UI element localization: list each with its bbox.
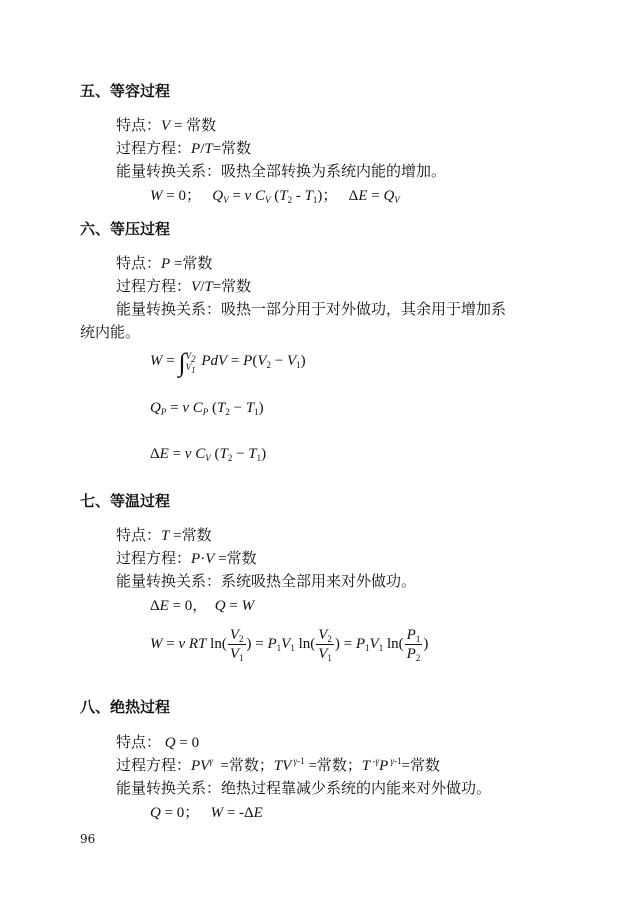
feature-label: 特点： (116, 254, 162, 272)
energy-text-line2: 统内能。 (80, 323, 141, 341)
feature-value: 常数 (182, 254, 213, 272)
process-label: 过程方程： (116, 549, 192, 567)
energy-text: 吸热全部转换为系统内能的增加。 (221, 162, 447, 180)
section-heading-isothermal: 七、等温过程 (80, 492, 171, 510)
feature-line-isobaric (116, 252, 212, 273)
formula-energy-isobaric: ΔE = ν $C_V$ $(T_2 - T_1)$ (150, 446, 267, 463)
formula-isothermal-work: W = ν RT ln( $\frac{V_2}{V_1}$ ) = $P_1V_1$ ln( $\frac{V_2}{V_1}$ ) = $P_1V_1$ ln( $\frac{P_1}{P_2}$ ) (150, 627, 429, 663)
energy-label: 能量转换关系： (116, 162, 222, 180)
feature-value: 常数 (181, 526, 212, 544)
energy-label: 能量转换关系： (116, 572, 222, 590)
feature-line-isochoric (116, 114, 216, 135)
feature-label: 特点： (116, 733, 162, 751)
process-line-isochoric (116, 137, 251, 158)
process-formula: P/T= (191, 141, 222, 157)
energy-text: 绝热过程靠减少系统的内能来对外做功。 (221, 779, 492, 797)
feature-formula: P = (161, 256, 183, 272)
process-value: 常数 (226, 549, 257, 567)
process-value-3: 常数 (410, 756, 441, 774)
section-heading-isochoric: 五、等容过程 (80, 82, 171, 100)
feature-label: 特点： (116, 116, 162, 134)
process-value-2: 常数； (316, 756, 362, 774)
energy-label: 能量转换关系： (116, 300, 222, 318)
section-heading-adiabatic: 八、绝热过程 (80, 698, 171, 716)
process-formula-1: $PV^\gamma$ = (191, 756, 229, 774)
feature-formula: Q = 0 (164, 735, 200, 751)
process-label: 过程方程： (116, 277, 192, 295)
formula-isothermal-1: ΔE = 0， Q = W (150, 598, 255, 614)
feature-value: 常数 (186, 116, 217, 134)
formula-work-isobaric: W = ∫ $V_2$ $V_1$ PdV = $P(V_2 - V_1)$ (150, 348, 306, 377)
process-value: 常数 (221, 277, 252, 295)
formula-adiabatic: Q = 0； W = -ΔE (150, 805, 263, 821)
process-label: 过程方程： (116, 756, 192, 774)
energy-line-isochoric (116, 160, 446, 181)
feature-formula: T = (161, 528, 182, 544)
process-formula-3: T $^{-\gamma}$P $^{\gamma-1}$= (361, 756, 410, 774)
process-formula-2: TV $^{\gamma-1}$ = (273, 756, 317, 774)
process-line-isothermal (116, 547, 257, 568)
energy-label: 能量转换关系： (116, 779, 222, 797)
process-line-isobaric (116, 275, 251, 296)
formula-isochoric: W = 0； $Q_V = \nu$ $C_V$ $(T_2 - T_1)$； $\Delta E = Q_V$ (150, 188, 400, 205)
energy-text: 系统吸热全部用来对外做功。 (221, 572, 417, 590)
energy-text-line1: 吸热一部分用于对外做功，其余用于增加系 (221, 300, 507, 318)
feature-line-isothermal (116, 524, 212, 545)
energy-line-adiabatic (116, 777, 491, 798)
page-number: 96 (80, 832, 96, 846)
process-formula: V/T= (191, 279, 222, 295)
process-line-adiabatic (116, 754, 440, 775)
section-heading-isobaric: 六、等压过程 (80, 220, 171, 238)
feature-formula: V = (161, 118, 187, 134)
process-value-1: 常数； (228, 756, 274, 774)
process-formula: P·V = (191, 551, 227, 567)
energy-line-isothermal (116, 570, 416, 591)
energy-line-isobaric (116, 298, 506, 319)
feature-line-adiabatic (116, 731, 199, 752)
formula-heat-isobaric: $Q_P = \nu$ $C_P$ $(T_2 - T_1)$ (150, 400, 264, 417)
feature-label: 特点： (116, 526, 162, 544)
process-value: 常数 (221, 139, 252, 157)
process-label: 过程方程： (116, 139, 192, 157)
